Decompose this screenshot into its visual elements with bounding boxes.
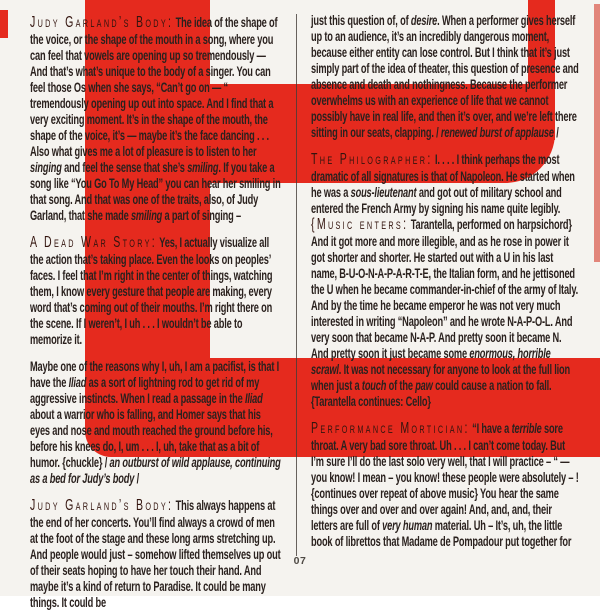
body-text: and feel the sense that she’s [61, 159, 188, 175]
red-edge-sliver [594, 4, 600, 262]
italic-text: desire [410, 12, 438, 28]
body-text: Maybe one of the reasons why I, uh, I am a pacifist, is that I have the [30, 358, 280, 390]
italic-text: smiling [187, 159, 219, 175]
paragraph [311, 151, 579, 409]
body-text: I. . . . I think perhaps the most dramatic of all signatures is that of Napoleon. He started when he was a [311, 151, 575, 200]
body-text: about a warrior who is falling, and Homer says that his eyes and nose and mouth reached the ground before his, before his knees do, I, um . . . I, uh, take that as a bit of humor. {chuckle} / [30, 406, 273, 470]
page-number: 07 [293, 555, 307, 567]
body-text: The idea of the shape of the voice, or the shape of the mouth in a song, where you can feel that vowels are opening up so tremendously — And that’s what’s unique to the body of a singer. You can feel those Os when she says, “Can’t go on — “ tremendously opening up out into space. And I find that a very exciting moment. It’s in the shape of the mouth, the shape of the voice, it’s — maybe it’s the face dancing . . . Also what gives me a lot of pleasure is to listen to her [30, 14, 278, 159]
paragraph [30, 234, 283, 347]
left-text-column [30, 14, 283, 610]
italic-text: very human [382, 517, 433, 533]
paragraph [311, 12, 579, 140]
red-corner-mark [0, 10, 8, 38]
italic-text: singing [30, 159, 62, 175]
italic-text: sous-lieutenant [350, 184, 417, 200]
body-text: “I have a [469, 420, 512, 436]
italic-text: paw [415, 377, 433, 393]
section-heading: Judy Garland’s Body: [30, 497, 174, 514]
body-text: of the [386, 377, 416, 393]
italic-text: an outburst of wild applause, continuing as a bed for Judy’s body [30, 454, 281, 486]
section-heading: The Philographer: [311, 151, 433, 168]
body-text: sore throat. A very bad sore throat. Uh . . . I can’t come today. But I’m sure I’ll do the last solo very well, that I will practice – “ — you know! I mean – you know! these people were absolutely – ! {continues over repeat of above music} You hear the same things over and over and over again! And, and, and, their letters are full of [311, 420, 579, 533]
section-heading: {Music enters: [311, 216, 409, 233]
section-heading: A Dead War Story: [30, 234, 158, 251]
body-text: / [553, 124, 559, 140]
body-text: as a sort of lightning rod to get rid of my aggressive instincts. When I read a passage in the [30, 374, 260, 406]
body-text: and got out of military school and entered the French Army by signing his name quite legibly. [311, 184, 562, 216]
right-text-column-content [311, 12, 579, 549]
left-text-column-content [30, 14, 283, 610]
italic-text: smiling [130, 207, 163, 223]
column-divider [296, 14, 297, 556]
body-text: . It was not necessary for anyone to look at the full lion when just a [311, 361, 571, 393]
paragraph [30, 14, 283, 223]
section-heading: Performance Mortician: [311, 420, 470, 437]
body-text: just this question of, of [311, 12, 411, 28]
body-text: a part of singing – [162, 207, 242, 223]
right-text-column [311, 12, 579, 549]
body-text: . When a performer gives herself up to an audience, it’s an incredibly dangerous moment, because either entity can lose control. But I think that it’s just simply part of the idea of theater, this question of presence and absence and death and nothingness. Because the performer overwhelms us with an experience of life that we cannot possibly have in real life, and then it’s over, and we’re left there sitting in our seats, clapping. / [311, 12, 579, 140]
body-text: Yes, I actually visualize all the action that’s taking place. Even the looks on peoples’ faces. I feel that I’m right in the center of things, watching them, I know every gesture that people are making, every word that’s coming out of their mouths. I’m right there on the scene. If I weren’t, I uh . . . I wouldn’t be able to memorize it. [30, 234, 273, 347]
italic-text: enormous, horrible scrawl [311, 345, 551, 377]
italic-text: Iliad [68, 374, 87, 390]
body-text: material. Uh – It’s, uh, the little book of librettos that Madame de Pompadour put together for [311, 517, 572, 549]
paragraph [30, 358, 283, 486]
section-heading: Judy Garland’s Body: [30, 14, 174, 31]
body-text: This always happens at the end of her concerts. You’ll find always a crowd of men at the foot of the stage and these long arms stretching up. And people would just – somehow lifted themselves up out of their seats hoping to have her touch their hand. And maybe it’s a kind of return to Paradise. It could be many things. It could be [30, 497, 281, 610]
italic-text: renewed burst of applause [440, 124, 554, 140]
paragraph [30, 497, 283, 610]
body-text: / [134, 470, 140, 486]
paragraph [311, 420, 579, 549]
body-text: could cause a nation to fall. {Tarantella continues: Cello} [311, 377, 552, 409]
italic-text: terrible [511, 420, 542, 436]
italic-text: Iliad [244, 390, 263, 406]
italic-text: touch [361, 377, 387, 393]
body-text: . If you take a song like “You Go To My Head” you can hear her smiling in that song. And that was one of the traits, also, of Judy Garland, that she made [30, 159, 281, 223]
body-text: Tarantella, performed on harpsichord} And it got more and more illegible, and as he rose in power it got shorter and shorter. He started out with a U in his last name, B-U-O-N-A-P-A-R-T-E, the Italian form, and he jettisoned the U when he became commander-in-chief of the army of Italy. And by the time he became emperor he was not very much interested in writing “Napoleon” and he wrote N-A-P-O-L. And very soon that became N-A-P. And pretty soon it became N. And pretty soon it just became some [311, 216, 579, 361]
